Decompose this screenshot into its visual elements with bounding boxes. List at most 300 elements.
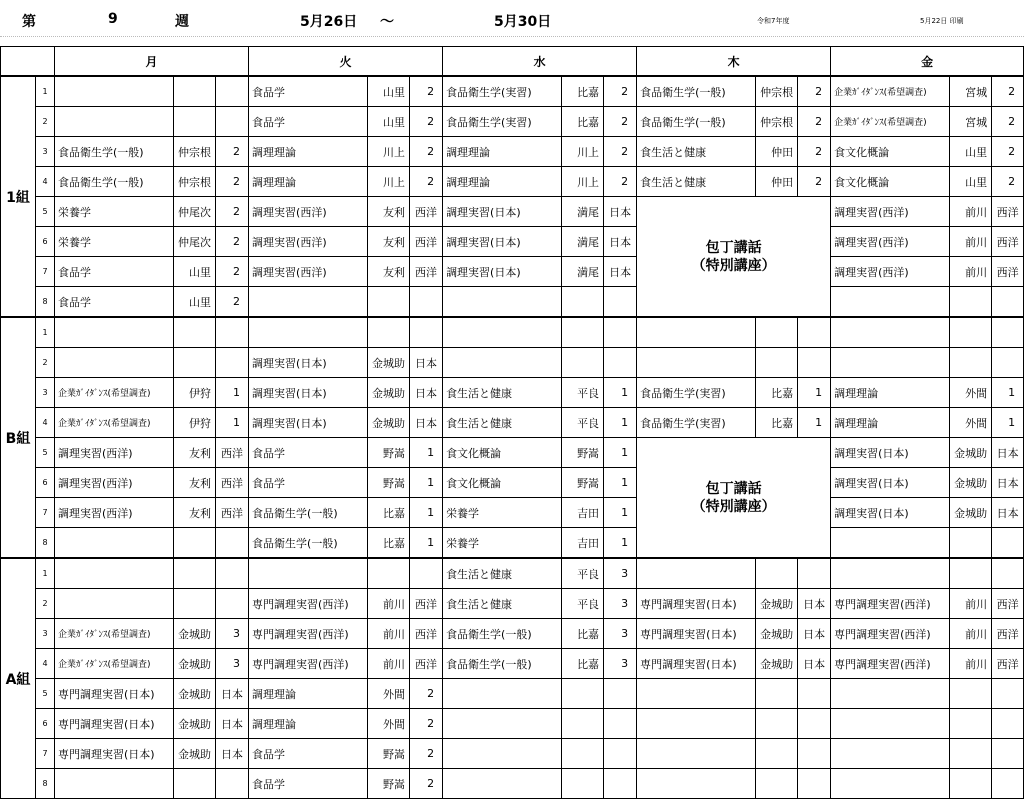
- subject-cell: 食品衛生学(実習): [637, 378, 756, 408]
- week-prefix: 第: [22, 14, 36, 30]
- teacher-cell: 川上: [368, 167, 410, 197]
- teacher-cell: 比嘉: [562, 76, 604, 107]
- credit-cell: 3: [604, 558, 637, 589]
- subject-cell: 食品衛生学(一般): [249, 498, 368, 528]
- teacher-cell: [368, 287, 410, 318]
- teacher-cell: 川上: [562, 167, 604, 197]
- subject-cell: 企業ｶﾞｲﾀﾞﾝｽ(希望調査): [55, 649, 174, 679]
- teacher-cell: 友利: [368, 257, 410, 287]
- teacher-cell: [950, 769, 992, 799]
- teacher-cell: [756, 769, 798, 799]
- day-header-row: [1, 47, 1024, 77]
- subject-cell: 調理理論: [443, 167, 562, 197]
- credit-cell: 2: [992, 167, 1024, 197]
- subject-cell: [443, 679, 562, 709]
- teacher-cell: 仲宗根: [174, 137, 216, 167]
- subject-cell: [831, 348, 950, 378]
- special-lecture-title: 包丁講話: [705, 480, 762, 497]
- credit-cell: 2: [216, 287, 249, 318]
- subject-cell: 栄養学: [55, 197, 174, 227]
- subject-cell: [637, 679, 756, 709]
- credit-cell: 西洋: [216, 498, 249, 528]
- credit-cell: [992, 739, 1024, 769]
- teacher-cell: [950, 679, 992, 709]
- teacher-cell: 金城助: [756, 619, 798, 649]
- subject-cell: 食品学: [55, 287, 174, 318]
- period-row: [1, 348, 1024, 378]
- subject-cell: [831, 769, 950, 799]
- credit-cell: [410, 317, 443, 348]
- credit-cell: 2: [216, 227, 249, 257]
- teacher-cell: 野嵩: [368, 769, 410, 799]
- period-number: 1: [36, 317, 55, 348]
- credit-cell: 1: [992, 378, 1024, 408]
- range-separator: ～: [380, 14, 394, 30]
- subject-cell: 食生活と健康: [443, 589, 562, 619]
- subject-cell: 調理実習(日本): [831, 468, 950, 498]
- credit-cell: 日本: [604, 197, 637, 227]
- subject-cell: [55, 769, 174, 799]
- teacher-cell: 金城助: [950, 498, 992, 528]
- credit-cell: 2: [410, 679, 443, 709]
- credit-cell: 1: [992, 408, 1024, 438]
- credit-cell: 2: [216, 167, 249, 197]
- subject-cell: 食品学: [249, 76, 368, 107]
- subject-cell: [443, 739, 562, 769]
- subject-cell: 企業ｶﾞｲﾀﾞﾝｽ(希望調査): [55, 378, 174, 408]
- period-number: 2: [36, 589, 55, 619]
- subject-cell: 調理実習(西洋): [249, 197, 368, 227]
- credit-cell: 日本: [992, 438, 1024, 468]
- teacher-cell: [756, 348, 798, 378]
- credit-cell: 3: [604, 619, 637, 649]
- subject-cell: 調理理論: [831, 408, 950, 438]
- teacher-cell: 前川: [368, 589, 410, 619]
- credit-cell: 2: [410, 739, 443, 769]
- subject-cell: 調理実習(西洋): [55, 468, 174, 498]
- teacher-cell: 仲尾次: [174, 227, 216, 257]
- credit-cell: 3: [216, 619, 249, 649]
- teacher-cell: 山里: [950, 167, 992, 197]
- teacher-cell: [950, 287, 992, 318]
- subject-cell: 食品衛生学(一般): [637, 107, 756, 137]
- teacher-cell: 金城助: [174, 739, 216, 769]
- credit-cell: [604, 739, 637, 769]
- credit-cell: 1: [604, 408, 637, 438]
- credit-cell: 2: [410, 76, 443, 107]
- teacher-cell: 仲宗根: [756, 76, 798, 107]
- period-row: [1, 107, 1024, 137]
- day-header: 月: [55, 47, 249, 77]
- credit-cell: 2: [604, 107, 637, 137]
- teacher-cell: 友利: [368, 197, 410, 227]
- teacher-cell: 宮城: [950, 107, 992, 137]
- teacher-cell: [756, 709, 798, 739]
- credit-cell: [604, 769, 637, 799]
- teacher-cell: [174, 589, 216, 619]
- subject-cell: 栄養学: [443, 528, 562, 559]
- teacher-cell: [756, 558, 798, 589]
- subject-cell: 調理実習(日本): [831, 438, 950, 468]
- special-lecture: [637, 438, 831, 559]
- subject-cell: 調理理論: [249, 137, 368, 167]
- teacher-cell: 比嘉: [368, 528, 410, 559]
- subject-cell: 企業ｶﾞｲﾀﾞﾝｽ(希望調査): [55, 408, 174, 438]
- subject-cell: 食品学: [55, 257, 174, 287]
- period-number: 4: [36, 408, 55, 438]
- subject-cell: 栄養学: [443, 498, 562, 528]
- teacher-cell: 川上: [562, 137, 604, 167]
- subject-cell: 調理理論: [249, 679, 368, 709]
- credit-cell: 2: [410, 167, 443, 197]
- credit-cell: 3: [216, 649, 249, 679]
- teacher-cell: 野嵩: [368, 468, 410, 498]
- teacher-cell: 外間: [950, 408, 992, 438]
- teacher-cell: [562, 769, 604, 799]
- subject-cell: [443, 287, 562, 318]
- subject-cell: [831, 287, 950, 318]
- subject-cell: 調理実習(日本): [443, 257, 562, 287]
- subject-cell: 調理実習(西洋): [831, 257, 950, 287]
- credit-cell: 西洋: [992, 619, 1024, 649]
- special-lecture-subtitle: （特別講座）: [691, 257, 776, 274]
- credit-cell: [604, 287, 637, 318]
- period-row: [1, 257, 1024, 287]
- teacher-cell: 前川: [950, 257, 992, 287]
- subject-cell: 専門調理実習(日本): [55, 679, 174, 709]
- period-row: [1, 76, 1024, 107]
- subject-cell: 食品学: [249, 107, 368, 137]
- teacher-cell: [174, 348, 216, 378]
- period-number: 6: [36, 709, 55, 739]
- credit-cell: 2: [410, 137, 443, 167]
- subject-cell: [55, 317, 174, 348]
- period-row: [1, 408, 1024, 438]
- teacher-cell: 金城助: [950, 468, 992, 498]
- subject-cell: 企業ｶﾞｲﾀﾞﾝｽ(希望調査): [831, 107, 950, 137]
- teacher-cell: 川上: [368, 137, 410, 167]
- subject-cell: [443, 348, 562, 378]
- teacher-cell: 仲宗根: [756, 107, 798, 137]
- credit-cell: [798, 739, 831, 769]
- subject-cell: 調理理論: [443, 137, 562, 167]
- credit-cell: 西洋: [992, 649, 1024, 679]
- credit-cell: 日本: [410, 408, 443, 438]
- teacher-cell: 平良: [562, 378, 604, 408]
- period-number: 1: [36, 76, 55, 107]
- teacher-cell: 前川: [950, 197, 992, 227]
- subject-cell: [249, 558, 368, 589]
- subject-cell: 調理理論: [249, 167, 368, 197]
- teacher-cell: 吉田: [562, 528, 604, 559]
- credit-cell: 2: [992, 76, 1024, 107]
- subject-cell: 専門調理実習(西洋): [831, 619, 950, 649]
- teacher-cell: 平良: [562, 558, 604, 589]
- period-number: 6: [36, 468, 55, 498]
- teacher-cell: 山里: [174, 287, 216, 318]
- teacher-cell: 満尾: [562, 227, 604, 257]
- teacher-cell: 野嵩: [368, 739, 410, 769]
- teacher-cell: 比嘉: [562, 619, 604, 649]
- teacher-cell: 野嵩: [368, 438, 410, 468]
- period-number: 5: [36, 679, 55, 709]
- day-header: 木: [637, 47, 831, 77]
- teacher-cell: 金城助: [950, 438, 992, 468]
- period-number: 5: [36, 197, 55, 227]
- subject-cell: 食文化概論: [443, 438, 562, 468]
- subject-cell: [55, 107, 174, 137]
- week-number: 9: [108, 11, 118, 27]
- timetable-header: [0, 0, 1024, 46]
- subject-cell: [55, 528, 174, 559]
- teacher-cell: 仲尾次: [174, 197, 216, 227]
- subject-cell: 食品衛生学(実習): [443, 76, 562, 107]
- period-number: 7: [36, 257, 55, 287]
- teacher-cell: [562, 287, 604, 318]
- teacher-cell: 金城助: [174, 619, 216, 649]
- credit-cell: 2: [798, 167, 831, 197]
- subject-cell: 食生活と健康: [443, 408, 562, 438]
- period-row: [1, 317, 1024, 348]
- teacher-cell: 金城助: [368, 348, 410, 378]
- teacher-cell: [174, 317, 216, 348]
- teacher-cell: 金城助: [368, 408, 410, 438]
- credit-cell: [798, 558, 831, 589]
- credit-cell: 1: [410, 468, 443, 498]
- week-suffix: 週: [175, 14, 189, 30]
- teacher-cell: 外間: [368, 679, 410, 709]
- period-number: 8: [36, 769, 55, 799]
- credit-cell: [604, 317, 637, 348]
- subject-cell: 食品衛生学(実習): [443, 107, 562, 137]
- credit-cell: 1: [604, 528, 637, 559]
- subject-cell: 専門調理実習(西洋): [831, 649, 950, 679]
- credit-cell: 2: [604, 76, 637, 107]
- credit-cell: [992, 348, 1024, 378]
- teacher-cell: 伊狩: [174, 408, 216, 438]
- teacher-cell: 比嘉: [368, 498, 410, 528]
- teacher-cell: 宮城: [950, 76, 992, 107]
- period-row: [1, 679, 1024, 709]
- subject-cell: [637, 348, 756, 378]
- subject-cell: 食品衛生学(一般): [443, 649, 562, 679]
- teacher-cell: 平良: [562, 408, 604, 438]
- subject-cell: 調理実習(西洋): [55, 498, 174, 528]
- period-row: [1, 498, 1024, 528]
- credit-cell: [604, 709, 637, 739]
- period-number: 5: [36, 438, 55, 468]
- subject-cell: [637, 709, 756, 739]
- teacher-cell: [756, 679, 798, 709]
- period-number: 7: [36, 739, 55, 769]
- subject-cell: [55, 76, 174, 107]
- period-row: [1, 739, 1024, 769]
- subject-cell: [443, 769, 562, 799]
- subject-cell: 調理実習(日本): [443, 227, 562, 257]
- subject-cell: 専門調理実習(日本): [637, 589, 756, 619]
- subject-cell: 専門調理実習(西洋): [249, 649, 368, 679]
- credit-cell: 西洋: [410, 257, 443, 287]
- credit-cell: 1: [410, 498, 443, 528]
- subject-cell: 調理実習(西洋): [55, 438, 174, 468]
- period-row: [1, 167, 1024, 197]
- credit-cell: [604, 679, 637, 709]
- teacher-cell: 前川: [950, 227, 992, 257]
- day-header: 水: [443, 47, 637, 77]
- credit-cell: 1: [604, 468, 637, 498]
- period-row: [1, 197, 1024, 227]
- credit-cell: [992, 528, 1024, 559]
- subject-cell: 専門調理実習(西洋): [831, 589, 950, 619]
- teacher-cell: 山里: [368, 107, 410, 137]
- subject-cell: [831, 558, 950, 589]
- credit-cell: 2: [798, 76, 831, 107]
- credit-cell: 西洋: [410, 649, 443, 679]
- teacher-cell: 金城助: [174, 649, 216, 679]
- period-row: [1, 558, 1024, 589]
- weekly-timetable: [0, 46, 1024, 799]
- credit-cell: 2: [216, 137, 249, 167]
- credit-cell: 2: [992, 107, 1024, 137]
- print-date: 5月22日 印刷: [920, 17, 964, 25]
- subject-cell: 専門調理実習(日本): [55, 739, 174, 769]
- subject-cell: 専門調理実習(日本): [637, 649, 756, 679]
- credit-cell: 日本: [604, 227, 637, 257]
- teacher-cell: [174, 107, 216, 137]
- subject-cell: 食文化概論: [443, 468, 562, 498]
- credit-cell: [992, 287, 1024, 318]
- credit-cell: [216, 76, 249, 107]
- credit-cell: 日本: [216, 709, 249, 739]
- fiscal-year: 令和7年度: [757, 17, 790, 25]
- period-row: [1, 649, 1024, 679]
- teacher-cell: 満尾: [562, 257, 604, 287]
- credit-cell: 3: [604, 589, 637, 619]
- credit-cell: 西洋: [410, 227, 443, 257]
- subject-cell: 食文化概論: [831, 137, 950, 167]
- teacher-cell: 外間: [368, 709, 410, 739]
- subject-cell: 調理実習(日本): [249, 408, 368, 438]
- credit-cell: 日本: [216, 679, 249, 709]
- subject-cell: 食品衛生学(一般): [637, 76, 756, 107]
- subject-cell: 食品学: [249, 438, 368, 468]
- subject-cell: [55, 589, 174, 619]
- period-number: 8: [36, 528, 55, 559]
- teacher-cell: [562, 679, 604, 709]
- teacher-cell: 前川: [950, 619, 992, 649]
- credit-cell: 西洋: [410, 197, 443, 227]
- subject-cell: [831, 528, 950, 559]
- credit-cell: 2: [798, 137, 831, 167]
- subject-cell: 食生活と健康: [443, 378, 562, 408]
- subject-cell: 食品学: [249, 739, 368, 769]
- period-row: [1, 468, 1024, 498]
- subject-cell: 食品衛生学(実習): [637, 408, 756, 438]
- subject-cell: 調理実習(西洋): [831, 227, 950, 257]
- teacher-cell: [562, 348, 604, 378]
- subject-cell: [637, 558, 756, 589]
- teacher-cell: 友利: [368, 227, 410, 257]
- subject-cell: 食品衛生学(一般): [443, 619, 562, 649]
- period-row: [1, 137, 1024, 167]
- credit-cell: 西洋: [410, 619, 443, 649]
- credit-cell: 日本: [992, 468, 1024, 498]
- teacher-cell: 伊狩: [174, 378, 216, 408]
- subject-cell: 専門調理実習(日本): [55, 709, 174, 739]
- teacher-cell: [174, 558, 216, 589]
- teacher-cell: [950, 558, 992, 589]
- subject-cell: 食生活と健康: [637, 137, 756, 167]
- credit-cell: 2: [992, 137, 1024, 167]
- corner-cell: [1, 47, 55, 77]
- period-number: 3: [36, 137, 55, 167]
- credit-cell: 日本: [798, 619, 831, 649]
- period-row: [1, 528, 1024, 559]
- teacher-cell: 前川: [368, 619, 410, 649]
- period-number: 3: [36, 619, 55, 649]
- credit-cell: 西洋: [410, 589, 443, 619]
- teacher-cell: 仲田: [756, 137, 798, 167]
- period-number: 2: [36, 348, 55, 378]
- subject-cell: 調理実習(西洋): [249, 257, 368, 287]
- credit-cell: [992, 769, 1024, 799]
- credit-cell: [992, 317, 1024, 348]
- teacher-cell: [174, 76, 216, 107]
- credit-cell: 西洋: [992, 227, 1024, 257]
- credit-cell: 1: [410, 438, 443, 468]
- subject-cell: 食生活と健康: [443, 558, 562, 589]
- teacher-cell: 比嘉: [562, 649, 604, 679]
- period-row: [1, 287, 1024, 318]
- subject-cell: 調理実習(日本): [831, 498, 950, 528]
- period-number: 2: [36, 107, 55, 137]
- credit-cell: [410, 558, 443, 589]
- subject-cell: 食品衛生学(一般): [55, 167, 174, 197]
- teacher-cell: [756, 739, 798, 769]
- subject-cell: 食品学: [249, 468, 368, 498]
- credit-cell: 西洋: [992, 257, 1024, 287]
- group-label: 1組: [1, 76, 36, 317]
- subject-cell: [443, 317, 562, 348]
- subject-cell: [55, 348, 174, 378]
- subject-cell: 調理実習(日本): [443, 197, 562, 227]
- subject-cell: 食品学: [249, 769, 368, 799]
- credit-cell: 2: [410, 107, 443, 137]
- group-label: B組: [1, 317, 36, 558]
- credit-cell: 1: [798, 408, 831, 438]
- subject-cell: 専門調理実習(西洋): [249, 589, 368, 619]
- period-number: 1: [36, 558, 55, 589]
- subject-cell: 調理実習(西洋): [831, 197, 950, 227]
- period-row: [1, 709, 1024, 739]
- subject-cell: 食生活と健康: [637, 167, 756, 197]
- subject-cell: 調理理論: [249, 709, 368, 739]
- credit-cell: 日本: [992, 498, 1024, 528]
- credit-cell: 日本: [410, 348, 443, 378]
- subject-cell: 調理実習(日本): [249, 348, 368, 378]
- subject-cell: 専門調理実習(西洋): [249, 619, 368, 649]
- credit-cell: 西洋: [992, 197, 1024, 227]
- credit-cell: 2: [410, 709, 443, 739]
- subject-cell: 調理理論: [831, 378, 950, 408]
- special-lecture-subtitle: （特別講座）: [691, 498, 776, 515]
- credit-cell: 日本: [216, 739, 249, 769]
- special-lecture: [637, 197, 831, 318]
- teacher-cell: 前川: [368, 649, 410, 679]
- subject-cell: 食文化概論: [831, 167, 950, 197]
- period-row: [1, 227, 1024, 257]
- period-number: 4: [36, 649, 55, 679]
